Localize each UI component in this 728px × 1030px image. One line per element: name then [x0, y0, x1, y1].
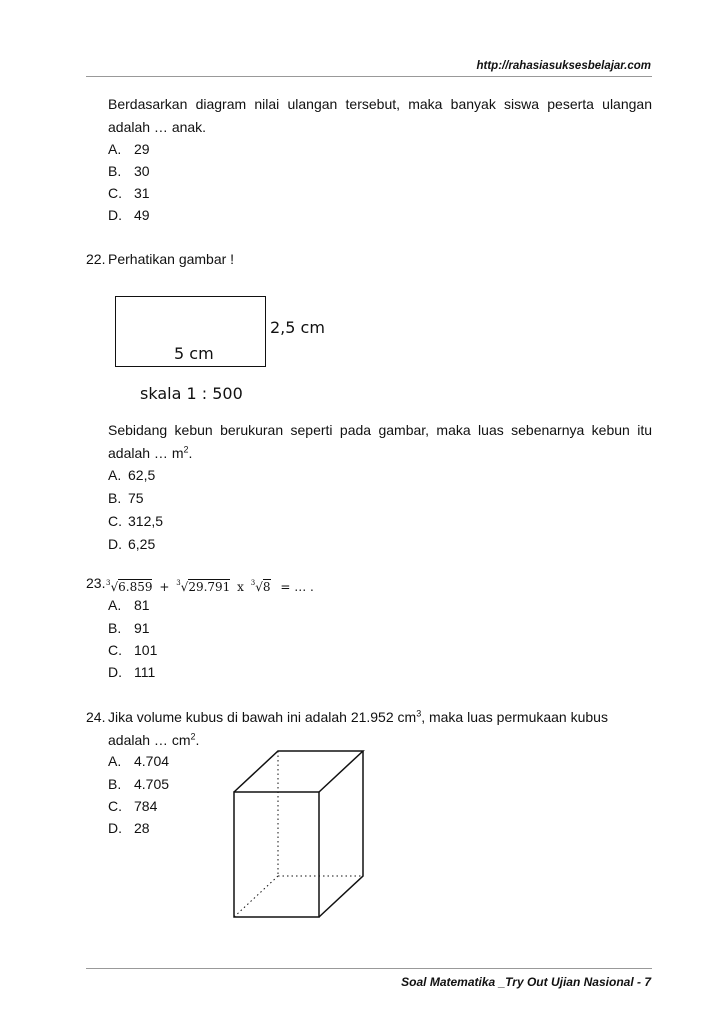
q23-number: 23. [86, 575, 106, 591]
cube-top-face [234, 751, 363, 792]
q24-option-a [108, 752, 169, 770]
q22-line2-end: . [188, 445, 193, 461]
option-letter: D. [108, 207, 122, 223]
cube-figure [228, 745, 378, 923]
option-letter: A. [108, 753, 122, 769]
option-text: 81 [134, 597, 150, 613]
q21-option-a [108, 140, 150, 158]
option-text: 29 [134, 141, 150, 157]
q22-option-b [108, 489, 144, 507]
root-index: 3 [176, 579, 181, 587]
option-letter: C. [108, 185, 122, 201]
q24-number: 24. [86, 709, 106, 725]
q22-option-d [108, 535, 155, 553]
option-letter: D. [108, 820, 122, 836]
q24-line1-left [108, 708, 608, 726]
q24-line1-sup: 3 [416, 708, 422, 719]
q22-number: 22. [86, 251, 106, 267]
option-letter: C. [108, 513, 122, 529]
option-letter: D. [108, 536, 122, 552]
q22-line2-sup: 2 [183, 444, 189, 455]
option-letter: A. [108, 467, 122, 483]
rect-height-label: 2,5 cm [270, 318, 325, 337]
q24-option-c [108, 797, 157, 815]
q21-option-b [108, 162, 150, 180]
q24-line1-b: , maka luas permukaan kubus [421, 709, 608, 725]
option-letter: B. [108, 163, 122, 179]
q21-text-line2: adalah … anak. [108, 119, 207, 135]
option-letter: B. [108, 490, 122, 506]
option-text: 4.705 [134, 776, 170, 792]
option-text: 4.704 [134, 753, 170, 769]
q23-option-d [108, 663, 155, 681]
q23-option-b [108, 619, 150, 637]
radical-sign: √ [255, 580, 263, 594]
q22-option-a [108, 466, 155, 484]
option-text: 49 [134, 207, 150, 223]
option-text: 784 [134, 798, 158, 814]
q23-option-a [108, 596, 150, 614]
scale-label: skala 1 : 500 [140, 384, 243, 403]
option-text: 62,5 [128, 467, 156, 483]
footer-rule [86, 968, 652, 969]
option-text: 101 [134, 642, 158, 658]
q24-option-d [108, 819, 150, 837]
q24-line2-text: adalah … cm [108, 732, 191, 748]
times-sign: x [237, 580, 244, 594]
q22-text-line1: Sebidang kebun berukuran seperti pada gambar, maka luas sebenarnya kebun itu [108, 422, 652, 438]
option-letter: B. [108, 776, 122, 792]
option-text: 91 [134, 620, 150, 636]
option-letter: B. [108, 620, 122, 636]
root-index: 3 [106, 579, 111, 587]
q21-text-line1: Berdasarkan diagram nilai ulangan tersebut, maka banyak siswa peserta ulangan [108, 96, 652, 112]
option-text: 6,25 [128, 536, 156, 552]
radicand-1: 6.859 [118, 580, 153, 594]
q22-option-c [108, 512, 163, 530]
option-text: 28 [134, 820, 150, 836]
cube-hidden-edge-diagonal [234, 876, 278, 917]
header-url: http://rahasiasuksesbelajar.com [476, 60, 651, 72]
root-index: 3 [250, 579, 256, 587]
option-text: 30 [134, 163, 150, 179]
q21-option-d [108, 206, 150, 224]
option-text: 312,5 [128, 513, 164, 529]
q24-text-line2 [108, 731, 199, 749]
q21-option-c [108, 184, 150, 202]
q24-line1-a: Jika volume kubus di bawah ini adalah 21.952 cm [108, 709, 417, 725]
q22-text-line2 [108, 444, 192, 462]
plus-sign: + [159, 580, 170, 594]
option-letter: D. [108, 664, 122, 680]
cube-front-face [234, 792, 319, 917]
radical-sign: √ [180, 580, 189, 594]
option-letter: A. [108, 597, 122, 613]
q24-text-line1 [108, 708, 652, 726]
radicand-2: 29.791 [188, 580, 231, 594]
q24-line2-end: . [195, 732, 200, 748]
footer-text: Soal Matematika _Try Out Ujian Nasional - 7 [401, 975, 651, 989]
q24-option-b [108, 775, 169, 793]
option-letter: A. [108, 141, 122, 157]
header-rule [86, 76, 652, 77]
option-text: 111 [134, 664, 156, 680]
q24-line2-sup: 2 [190, 731, 196, 742]
radicand-3: 8 [262, 580, 271, 594]
q23-expression [106, 574, 314, 596]
rect-width-label: 5 cm [174, 344, 214, 363]
option-text: 75 [128, 490, 144, 506]
option-letter: C. [108, 798, 122, 814]
cube-right-face [319, 751, 363, 917]
q22-line2-text: adalah … m [108, 445, 184, 461]
option-text: 31 [134, 185, 150, 201]
q23-option-c [108, 641, 157, 659]
radical-sign: √ [110, 580, 119, 594]
option-letter: C. [108, 642, 122, 658]
q23-tail: = … . [280, 580, 314, 594]
q22-prompt: Perhatikan gambar ! [108, 251, 235, 267]
